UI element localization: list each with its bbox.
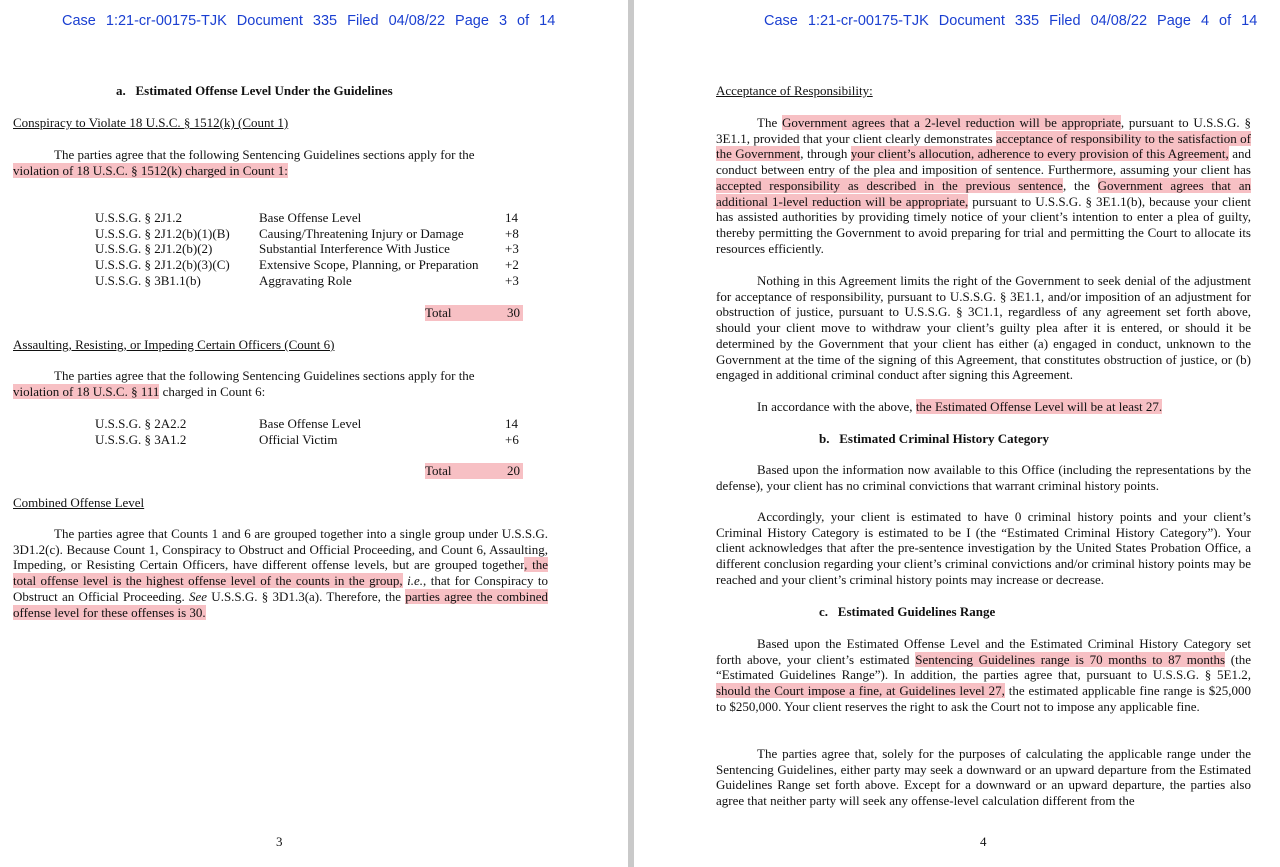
count1-total (425, 305, 523, 321)
combined-offense-heading: Combined Offense Level (13, 495, 145, 510)
combined-highlight-2: parties agree the combined offense level for these offenses is 30. (13, 588, 548, 620)
count1-total-label: Total (425, 305, 452, 320)
guideline-row (95, 416, 521, 432)
count1-intro (13, 147, 503, 178)
count6-guidelines-table (95, 416, 521, 447)
section-heading-offense-level: a. Estimated Offense Level Under the Guidelines (116, 83, 393, 98)
guideline-level: +6 (505, 431, 519, 447)
count1-intro-highlight: violation of 18 U.S.C. § 1512(k) charged in Count 1: (13, 162, 288, 178)
count1-heading: Conspiracy to Violate 18 U.S.C. § 1512(k) (Count 1) (13, 115, 289, 130)
guideline-row (95, 241, 521, 257)
guideline-section: U.S.S.G. § 2J1.2 (95, 210, 183, 225)
count6-heading: Assaulting, Resisting, or Impeding Certain Officers (Count 6) (13, 337, 335, 352)
guideline-section: U.S.S.G. § 2J1.2(b)(2) (95, 241, 213, 257)
count6-intro: The parties agree that the following Sentencing Guidelines sections apply for the violation of 18 U.S.C. § 111 charged in Count 6: (13, 368, 475, 399)
section-heading-criminal-history: b. Estimated Criminal History Category (819, 431, 1050, 446)
guideline-level: +3 (505, 272, 519, 288)
acceptance-heading: Acceptance of Responsibility: (716, 83, 873, 98)
guideline-description: Extensive Scope, Planning, or Preparation (259, 257, 479, 273)
guideline-row (95, 273, 521, 289)
acceptance-paragraph: The Government agrees that a 2-level reduction will be appropriate, pursuant to U.S.S.G. § 3E1.1, provided that your client clearly demonstrates acceptance of responsibility to the satisfaction of the Government, through your client’s allocution, adherence to every provision of this Agreement, and conduct between entry of the plea and imposition of sentence. Furthermore, assuming your client has accepted responsibility as described in the previous sentence, the Government agrees that an additional 1-level reduction will be appropriate, pursuant to U.S.S.G. § 3E1.1(b), because your client has assisted authorities by providing timely notice of your client’s intention to enter a plea of guilty, thereby permitting the Government to avoid preparing for trial and permitting the Court to allocate its resources efficiently. (716, 115, 1252, 256)
guideline-section: U.S.S.G. § 2A2.2 (95, 416, 187, 431)
guideline-description: Causing/Threatening Injury or Damage (259, 225, 464, 241)
nothing-limits-paragraph: Nothing in this Agreement limits the right of the Government to seek denial of the adjustment for acceptance of responsibility, pursuant to U.S.S.G. § 3E1.1, and/or imposition of an adjustment for obstruction of justice, pursuant to U.S.S.G. § 3C1.1, regardless of any agreement set forth above, should your client move to withdraw your client’s guilty plea after it is entered, or should it be determined by the Government that your client has either (a) engaged in conduct, unknown to the Government at the time of the signing of this Agreement, that constitutes obstruction of justice, or (b) engaged in additional criminal conduct after signing this Agreement. (716, 273, 1251, 383)
count1-intro-text: The parties agree that the following Sentencing Guidelines sections apply for the (54, 147, 475, 162)
range-paragraph: Based upon the Estimated Offense Level and the Estimated Criminal History Category set forth above, your client’s estimated Sentencing Guidelines range is 70 months to 87 months (the “Estimated Guidelines Range”). In addition, the parties agree that, pursuant to U.S.S.G. § 5E1.2, should the Court impose a fine, at Guidelines level 27, the estimated applicable fine range is $25,000 to $250,000. Your client reserves the right to ask the Court not to impose any applicable fine. (716, 636, 1251, 714)
page-number: 3 (276, 834, 283, 849)
count6-total (425, 463, 523, 479)
guideline-description: Official Victim (259, 431, 338, 447)
count1-total-value: 30 (507, 305, 520, 320)
accordance-highlight: the Estimated Offense Level will be at least 27. (915, 399, 1163, 414)
guideline-row (95, 226, 521, 242)
combined-highlight-1: , the total offense level is the highest offense level of the counts in the group, (13, 557, 549, 589)
guideline-level: 14 (505, 210, 518, 225)
section-heading-guidelines-range: c. Estimated Guidelines Range (819, 604, 996, 619)
history-paragraph-2: Accordingly, your client is estimated to have 0 criminal history points and your client’s Criminal History Category is estimated to be I (the “Estimated Criminal History Category”). Your client acknowledges that after the pre-sentence investigation by the United States Probation Office, a different conclusion regarding your client’s criminal convictions and/or criminal history points may be reached and your client’s criminal history points may increase or decrease. (716, 509, 1251, 587)
document-page-4 (634, 0, 1280, 867)
accordance-paragraph: In accordance with the above, the Estimated Offense Level will be at least 27. (757, 399, 1163, 414)
guideline-description: Substantial Interference With Justice (259, 241, 450, 257)
guideline-description: Base Offense Level (259, 416, 362, 431)
guideline-section: U.S.S.G. § 2J1.2(b)(1)(B) (95, 225, 230, 241)
guideline-description: Aggravating Role (259, 272, 352, 288)
guideline-section: U.S.S.G. § 2J1.2(b)(3)(C) (95, 257, 230, 273)
combined-offense-paragraph: The parties agree that Counts 1 and 6 are grouped together into a single group under U.S.S.G. 3D1.2(c). Because Count 1, Conspiracy to Obstruct and Official Proceeding, and Count 6, Assaulting, Impeding, or Resisting Certain Officers, have different offense levels, but are grouped together, the total offense level is the highest offense level of the counts in the group, i.e., that for Conspiracy to Obstruct an Official Proceeding. See U.S.S.G. § 3D1.3(a). Therefore, the parties agree the combined offense level for these offenses is 30. (13, 526, 549, 620)
page-header[interactable]: Case 1:21-cr-00175-TJK Document 335 Filed 04/08/22 Page 3 of 14 (62, 13, 556, 29)
guideline-level: +2 (505, 257, 519, 273)
guideline-description: Base Offense Level (259, 210, 362, 225)
page-header[interactable]: Case 1:21-cr-00175-TJK Document 335 Filed 04/08/22 Page 4 of 14 (764, 13, 1258, 29)
guideline-level: +3 (505, 241, 519, 257)
guideline-level: +8 (505, 225, 519, 241)
guideline-section: U.S.S.G. § 3A1.2 (95, 431, 187, 447)
guideline-row (95, 210, 521, 226)
guideline-row (95, 432, 521, 448)
guideline-section: U.S.S.G. § 3B1.1(b) (95, 272, 201, 288)
document-page-3 (0, 0, 628, 867)
count1-guidelines-table (95, 210, 521, 289)
departure-paragraph: The parties agree that, solely for the purposes of calculating the applicable range under the Sentencing Guidelines, either party may seek a downward or an upward departure from the Estimated Guidelines Range set forth above. Except for a downward or an upward departure, the parties also agree that neither party will seek any offense-level calculation different from the (716, 746, 1251, 809)
guideline-level: 14 (505, 416, 518, 431)
count6-total-label: Total (425, 463, 452, 478)
count6-total-value: 20 (507, 463, 520, 478)
count6-intro-highlight: violation of 18 U.S.C. § 111 (13, 383, 160, 399)
page-number: 4 (980, 834, 987, 849)
guideline-row (95, 257, 521, 273)
history-paragraph-1: Based upon the information now available to this Office (including the representations by the defense), your client has no criminal convictions that warrant criminal history points. (716, 462, 1251, 493)
